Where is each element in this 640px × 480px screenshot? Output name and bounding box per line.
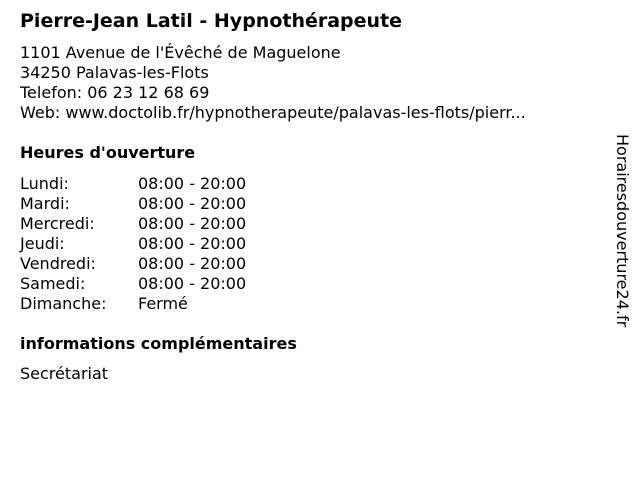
phone-number: Telefon: 06 23 12 68 69 bbox=[20, 83, 210, 102]
hours-value: Fermé bbox=[138, 294, 188, 313]
city-address: 34250 Palavas-les-Flots bbox=[20, 63, 209, 82]
hours-value: 08:00 - 20:00 bbox=[138, 254, 247, 273]
business-title: Pierre-Jean Latil - Hypnothérapeute bbox=[20, 10, 403, 32]
day-label: Lundi: bbox=[20, 174, 69, 193]
day-label: Dimanche: bbox=[20, 294, 107, 313]
day-label: Samedi: bbox=[20, 274, 86, 293]
business-card bbox=[20, 8, 605, 384]
hours-value: 08:00 - 20:00 bbox=[138, 214, 247, 233]
site-brand-vertical: Horairesdouverture24.fr bbox=[613, 134, 632, 328]
website-link[interactable]: Web: www.doctolib.fr/hypnotherapeute/palavas-les-flots/pierr... bbox=[20, 103, 526, 122]
hours-value: 08:00 - 20:00 bbox=[138, 274, 247, 293]
hours-value: 08:00 - 20:00 bbox=[138, 194, 247, 213]
hours-row-tuesday bbox=[20, 194, 246, 214]
hours-row-thursday bbox=[20, 234, 246, 254]
opening-hours-heading: Heures d'ouverture bbox=[20, 143, 196, 162]
hours-row-saturday bbox=[20, 274, 246, 294]
street-address: 1101 Avenue de l'Évêché de Maguelone bbox=[20, 43, 341, 62]
hours-row-wednesday bbox=[20, 214, 246, 234]
additional-info-text: Secrétariat bbox=[20, 364, 109, 383]
day-label: Jeudi: bbox=[20, 234, 65, 253]
hours-row-sunday bbox=[20, 294, 246, 314]
hours-value: 08:00 - 20:00 bbox=[138, 234, 247, 253]
day-label: Mercredi: bbox=[20, 214, 95, 233]
day-label: Vendredi: bbox=[20, 254, 96, 273]
additional-info-heading: informations complémentaires bbox=[20, 334, 297, 353]
hours-row-friday bbox=[20, 254, 246, 274]
day-label: Mardi: bbox=[20, 194, 70, 213]
opening-hours-table bbox=[20, 174, 246, 314]
hours-value: 08:00 - 20:00 bbox=[138, 174, 247, 193]
address-block bbox=[20, 43, 605, 123]
hours-row-monday bbox=[20, 174, 246, 194]
